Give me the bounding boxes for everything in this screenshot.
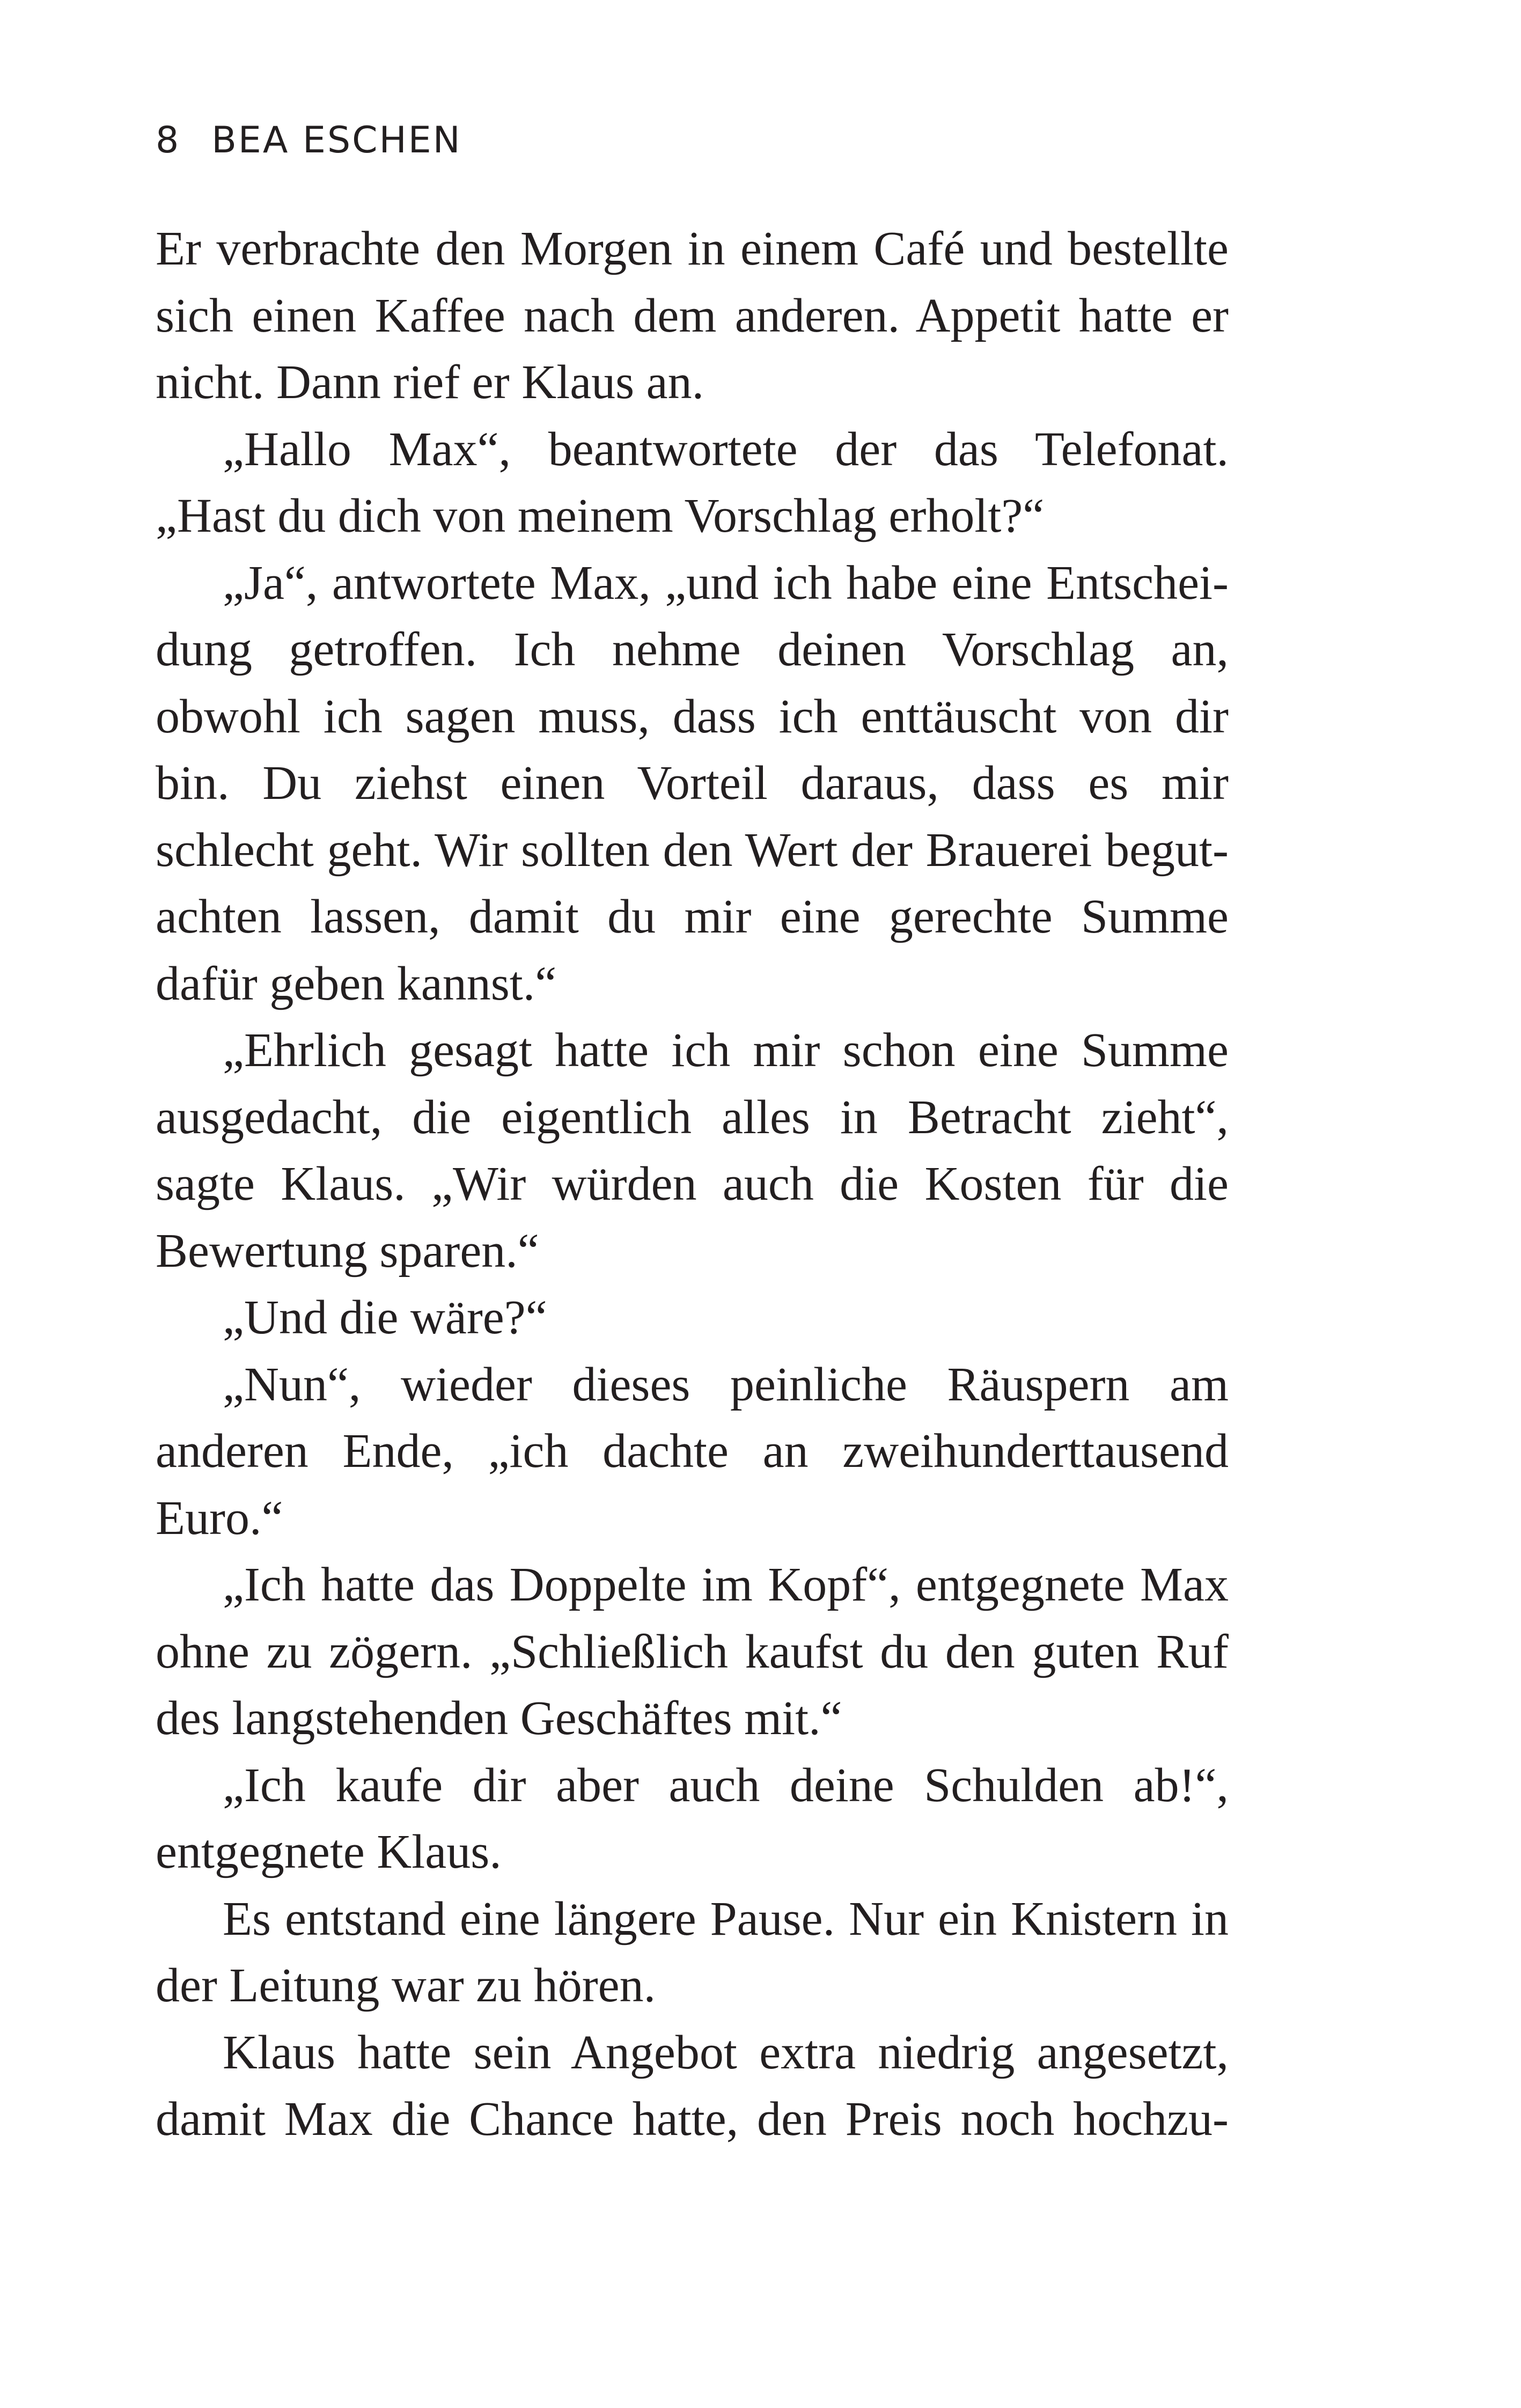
paragraph [156,550,1229,1018]
text-line: ohne zu zögern. „Schließlich kaufst du den guten Ruf [156,1625,1229,1678]
text-line: Klaus hatte sein Angebot extra niedrig angesetzt, [223,2025,1229,2079]
paragraph [156,1352,1229,1552]
paragraph [156,216,1229,416]
text-line: Euro.“ [156,1491,283,1545]
text-line: dung getroffen. Ich nehme deinen Vorschlag an, [156,623,1229,676]
text-line: anderen Ende, „ich dachte an zweihunderttausend [156,1425,1229,1478]
paragraph [156,1552,1229,1752]
text-line: sich einen Kaffee nach dem anderen. Appetit hatte er [156,289,1229,342]
text-line: schlecht geht. Wir sollten den Wert der Brauerei begut- [156,823,1229,877]
paragraph [156,2020,1229,2153]
text-line: sagte Klaus. „Wir würden auch die Kosten für die [156,1157,1229,1210]
running-header [156,119,462,161]
body-text [156,216,1229,2153]
text-line: der Leitung war zu hören. [156,1959,656,2012]
paragraph [156,1284,1229,1352]
text-line: obwohl ich sagen muss, dass ich enttäuscht von dir [156,689,1229,743]
text-line: nicht. Dann rief er Klaus an. [156,356,704,409]
text-line: „Hallo Max“, beantwortete der das Telefonat. [223,422,1229,476]
text-line: „Nun“, wieder dieses peinliche Räuspern am [223,1357,1229,1411]
text-line: „Ich kaufe dir aber auch deine Schulden ab!“, [223,1758,1229,1812]
text-line: dafür geben kannst.“ [156,957,557,1010]
paragraph [156,1752,1229,1886]
page-number: 8 [156,119,181,161]
paragraph [156,1017,1229,1284]
text-line: Bewertung sparen.“ [156,1224,539,1278]
paragraph [156,1886,1229,2020]
text-line: achten lassen, damit du mir eine gerechte Summe [156,890,1229,943]
text-line: ausgedacht, die eigentlich alles in Betracht zieht“, [156,1090,1229,1144]
text-line: entgegnete Klaus. [156,1825,502,1878]
author-name: BEA ESCHEN [211,119,462,161]
text-line: Es entstand eine längere Pause. Nur ein Knistern in [223,1892,1229,1946]
text-line: „Hast du dich von meinem Vorschlag erholt?“ [156,489,1045,542]
paragraph [156,416,1229,550]
text-line: „Und die wäre?“ [223,1291,547,1344]
text-line: des langstehenden Geschäftes mit.“ [156,1692,842,1745]
text-line: „Ich hatte das Doppelte im Kopf“, entgegnete Max [223,1558,1229,1611]
text-line: damit Max die Chance hatte, den Preis noch hochzu- [156,2093,1229,2146]
text-line: Er verbrachte den Morgen in einem Café und bestellte [156,222,1229,275]
text-line: „Ja“, antwortete Max, „und ich habe eine Entschei- [223,556,1229,610]
text-line: bin. Du ziehst einen Vorteil daraus, dass es mir [156,757,1229,810]
text-line: „Ehrlich gesagt hatte ich mir schon eine Summe [223,1024,1229,1077]
